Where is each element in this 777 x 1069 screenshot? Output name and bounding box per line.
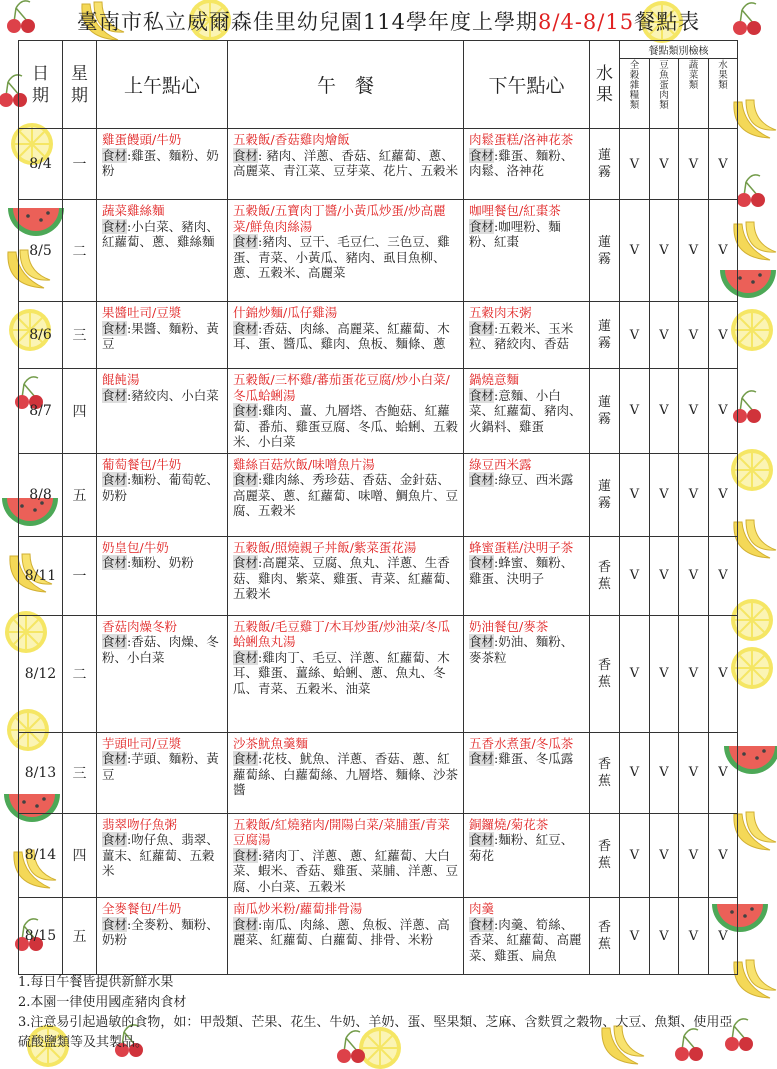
date-value: 8/11 xyxy=(24,567,57,584)
lunch-ingredients: :高麗菜、豆腐、魚丸、洋蔥、生香菇、雞肉、紫菜、雞蛋、青菜、紅蘿蔔、五穀米 xyxy=(233,555,459,601)
check-cell xyxy=(709,129,738,200)
afternoon-ingredients: :奶油、麵粉、麥茶粒 xyxy=(469,634,574,665)
lunch-cell xyxy=(228,813,464,898)
day-cell xyxy=(63,129,97,200)
fruit-cell xyxy=(590,453,620,536)
ingredient-label: 食材 xyxy=(233,649,259,665)
morning-cell xyxy=(97,732,228,813)
afternoon-ingredients: :五穀米、玉米粒、豬絞肉、香菇 xyxy=(469,320,574,351)
afternoon-cell xyxy=(464,732,590,813)
lunch-dish: 五穀飯/香菇雞肉燴飯 xyxy=(233,132,350,147)
fruit-value: 蓮霧 xyxy=(598,478,612,511)
ingredient-label: 食材 xyxy=(233,472,259,487)
check-mark: V xyxy=(659,403,669,419)
check-cell xyxy=(709,200,738,302)
check-mark: V xyxy=(718,403,728,419)
day-value: 一 xyxy=(72,568,87,585)
fruit-value: 香蕉 xyxy=(598,756,612,789)
fruit-cell xyxy=(590,536,620,615)
menu-body xyxy=(19,129,738,975)
date-cell xyxy=(19,129,63,200)
date-cell xyxy=(19,369,63,454)
day-value: 二 xyxy=(72,243,87,260)
afternoon-dish: 肉鬆蛋糕/洛神花茶 xyxy=(469,132,574,147)
check-mark: V xyxy=(629,156,640,172)
date-cell xyxy=(19,302,63,369)
fruit-value: 蓮霧 xyxy=(598,319,612,351)
ingredient-label: 食材 xyxy=(102,320,128,336)
date-cell xyxy=(19,536,63,615)
day-value: 五 xyxy=(72,929,87,945)
check-mark: V xyxy=(659,156,669,172)
check-cell xyxy=(650,732,679,813)
fruit-cell xyxy=(590,302,620,369)
morning-cell xyxy=(97,200,228,302)
ingredient-label: 食材 xyxy=(469,916,495,932)
ingredient-label: 食材 xyxy=(102,147,128,163)
check-cell xyxy=(650,536,679,615)
check-cell xyxy=(679,302,709,369)
check-mark: V xyxy=(629,403,640,419)
lunch-dish: 五穀飯/毛豆雞丁/木耳炒蛋/炒油菜/冬瓜蛤蜊魚丸湯 xyxy=(233,618,450,649)
date-value: 8/12 xyxy=(24,665,57,682)
ingredient-label: 食材 xyxy=(469,555,495,570)
header-lunch: 午 餐 xyxy=(228,41,464,129)
afternoon-ingredients: :雞蛋、麵粉、肉鬆、洛神花 xyxy=(469,147,574,178)
check-mark: V xyxy=(718,847,728,863)
ingredient-label: 食材 xyxy=(469,751,495,766)
check-cell xyxy=(709,536,738,615)
menu-row xyxy=(19,813,738,898)
fruit-value: 蓮霧 xyxy=(598,148,612,180)
morning-cell xyxy=(97,898,228,975)
date-value: 8/14 xyxy=(24,847,57,864)
afternoon-cell xyxy=(464,813,590,898)
check-mark: V xyxy=(659,765,669,780)
lunch-ingredients: :南瓜、肉絲、蔥、魚板、洋蔥、高麗菜、紅蘿蔔、白蘿蔔、排骨、米粉 xyxy=(233,916,450,947)
check-cell xyxy=(620,369,650,454)
menu-row xyxy=(19,129,738,200)
check-cell xyxy=(679,536,709,615)
check-cell xyxy=(650,813,679,898)
ingredient-label: 食材 xyxy=(102,916,128,932)
check-cell xyxy=(650,200,679,302)
header-check-protein: 豆魚蛋肉類 xyxy=(650,59,679,129)
fruit-cell xyxy=(590,615,620,732)
note-item: 1.每日午餐皆提供新鮮水果 xyxy=(18,975,174,990)
fruit-cell xyxy=(590,898,620,975)
check-mark: V xyxy=(718,568,728,583)
check-cell xyxy=(709,302,738,369)
check-cell xyxy=(650,615,679,732)
check-mark: V xyxy=(688,928,699,944)
ingredient-label: 食材 xyxy=(233,555,259,570)
fruit-cell xyxy=(590,369,620,454)
morning-ingredients: :果醬、麵粉、黃豆 xyxy=(102,320,219,351)
check-cell xyxy=(679,615,709,732)
fruit-value: 蓮霧 xyxy=(598,394,612,427)
afternoon-dish: 五穀肉末粥 xyxy=(469,305,532,320)
lunch-cell xyxy=(228,302,464,369)
afternoon-cell xyxy=(464,898,590,975)
day-value: 四 xyxy=(72,848,87,865)
ingredient-label: 食材 xyxy=(102,218,128,234)
check-mark: V xyxy=(659,487,669,502)
check-cell xyxy=(620,129,650,200)
day-value: 三 xyxy=(72,765,87,782)
menu-row xyxy=(19,732,738,813)
afternoon-dish: 鍋燒意麵 xyxy=(469,372,520,387)
date-value: 8/7 xyxy=(29,402,52,419)
check-cell xyxy=(620,536,650,615)
check-cell xyxy=(650,453,679,536)
check-mark: V xyxy=(718,928,728,944)
morning-dish: 全麥餐包/牛奶 xyxy=(102,901,182,916)
date-value: 8/4 xyxy=(29,156,52,172)
date-value: 8/13 xyxy=(24,764,57,781)
fruit-value: 香蕉 xyxy=(598,559,612,592)
morning-cell xyxy=(97,129,228,200)
day-cell xyxy=(63,302,97,369)
menu-row xyxy=(19,302,738,369)
check-cell xyxy=(650,129,679,200)
menu-row xyxy=(19,536,738,615)
check-cell xyxy=(679,129,709,200)
check-mark: V xyxy=(688,487,699,502)
lunch-dish: 五穀飯/五寶肉丁醬/小黃瓜炒蛋/炒高麗菜/鮮魚肉絲湯 xyxy=(233,203,446,234)
check-mark: V xyxy=(688,403,699,419)
afternoon-cell xyxy=(464,302,590,369)
menu-row xyxy=(19,898,738,975)
afternoon-dish: 五香水煮蛋/冬瓜茶 xyxy=(469,735,574,751)
morning-ingredients: :吻仔魚、翡翠、薑末、紅蘿蔔、五穀米 xyxy=(102,832,219,878)
afternoon-ingredients: :肉羹、筍絲、香菜、紅蘿蔔、高麗菜、雞蛋、扁魚 xyxy=(469,916,582,963)
check-mark: V xyxy=(688,765,699,780)
ingredient-label: 食材 xyxy=(233,403,259,418)
lunch-cell xyxy=(228,732,464,813)
lunch-ingredients: :香菇、肉絲、高麗菜、紅蘿蔔、木耳、蛋、醬瓜、雞肉、魚板、麵條、蔥 xyxy=(233,320,450,351)
lunch-cell xyxy=(228,129,464,200)
morning-ingredients: :豬絞肉、小白菜 xyxy=(127,387,219,403)
morning-cell xyxy=(97,536,228,615)
morning-dish: 香菇肉燥冬粉 xyxy=(102,618,178,634)
check-mark: V xyxy=(688,666,699,681)
notes xyxy=(18,973,743,1053)
day-value: 四 xyxy=(72,403,87,420)
lunch-cell xyxy=(228,453,464,536)
page-title xyxy=(0,6,777,36)
afternoon-cell xyxy=(464,453,590,536)
check-mark: V xyxy=(659,327,669,343)
day-value: 二 xyxy=(72,666,87,683)
check-mark: V xyxy=(718,243,728,258)
check-mark: V xyxy=(718,487,728,502)
ingredient-label: 食材 xyxy=(233,847,259,863)
check-cell xyxy=(620,453,650,536)
check-mark: V xyxy=(688,568,699,583)
day-cell xyxy=(63,732,97,813)
check-cell xyxy=(650,898,679,975)
ingredient-label: 食材 xyxy=(102,634,128,649)
lunch-dish: 五穀飯/紅燒豬肉/開陽白菜/菜脯蛋/青菜豆腐湯 xyxy=(233,816,450,847)
check-mark: V xyxy=(659,847,669,863)
date-cell xyxy=(19,453,63,536)
morning-cell xyxy=(97,615,228,732)
morning-cell xyxy=(97,302,228,369)
ingredient-label: 食材 xyxy=(469,472,495,487)
fruit-value: 香蕉 xyxy=(598,920,612,952)
menu-row xyxy=(19,200,738,302)
afternoon-cell xyxy=(464,129,590,200)
date-cell xyxy=(19,732,63,813)
check-mark: V xyxy=(629,847,640,863)
fruit-cell xyxy=(590,813,620,898)
check-cell xyxy=(620,732,650,813)
header-check-veg: 蔬菜類 xyxy=(679,59,709,129)
morning-ingredients: :雞蛋、麵粉、奶粉 xyxy=(102,147,219,178)
lunch-ingredients: :雞肉丁、毛豆、洋蔥、紅蘿蔔、木耳、雞蛋、薑絲、蛤蜊、蔥、魚丸、冬瓜、青菜、五穀米、油菜 xyxy=(233,649,450,696)
date-cell xyxy=(19,615,63,732)
ingredient-label: 食材 xyxy=(469,320,495,336)
ingredient-label: 食材 xyxy=(469,147,495,163)
afternoon-ingredients: :雞蛋、冬瓜露 xyxy=(494,751,574,766)
header-check-title: 餐點類別檢核 xyxy=(620,41,738,59)
afternoon-ingredients: :綠豆、西米露 xyxy=(494,472,574,487)
check-cell xyxy=(709,615,738,732)
check-mark: V xyxy=(659,568,669,583)
check-mark: V xyxy=(629,243,640,258)
header-date: 日期 xyxy=(19,41,63,129)
day-cell xyxy=(63,615,97,732)
title-date-range: 8/4-8/15 xyxy=(538,10,635,34)
note-item: 2.本園一律使用國產豬肉食材 xyxy=(18,995,187,1010)
ingredient-label: 食材 xyxy=(233,916,259,932)
afternoon-ingredients: :麵粉、紅豆、菊花 xyxy=(469,832,574,863)
morning-ingredients: :芋頭、麵粉、黃豆 xyxy=(102,751,219,782)
afternoon-dish: 綠豆西米露 xyxy=(469,456,532,472)
ingredient-label: 食材 xyxy=(469,387,495,403)
afternoon-cell xyxy=(464,200,590,302)
check-cell xyxy=(620,615,650,732)
afternoon-dish: 奶油餐包/麥茶 xyxy=(469,618,549,634)
check-mark: V xyxy=(659,928,669,944)
check-cell xyxy=(709,453,738,536)
check-cell xyxy=(679,369,709,454)
date-value: 8/5 xyxy=(29,242,52,259)
morning-dish: 雞蛋饅頭/牛奶 xyxy=(102,132,182,147)
check-cell xyxy=(650,369,679,454)
fruit-cell xyxy=(590,200,620,302)
fruit-cell xyxy=(590,732,620,813)
header-day: 星期 xyxy=(63,41,97,129)
lunch-ingredients: :豬肉、豆干、毛豆仁、三色豆、雞蛋、青菜、小黃瓜、豬肉、虱目魚柳、蔥、五穀米、高麗菜 xyxy=(233,234,450,280)
title-suffix: 餐點表 xyxy=(634,10,701,34)
lunch-ingredients: :花枝、魷魚、洋蔥、香菇、蔥、紅蘿蔔絲、白蘿蔔絲、九層塔、麵條、沙茶醬 xyxy=(233,751,459,797)
morning-dish: 芋頭吐司/豆漿 xyxy=(102,735,182,751)
header-afternoon: 下午點心 xyxy=(464,41,590,129)
morning-ingredients: :香菇、肉燥、冬粉、小白菜 xyxy=(102,634,219,665)
header-check-grain: 全穀雜糧類 xyxy=(620,59,650,129)
ingredient-label: 食材 xyxy=(102,387,128,403)
date-value: 8/15 xyxy=(24,928,57,944)
check-mark: V xyxy=(688,243,699,258)
day-cell xyxy=(63,536,97,615)
check-mark: V xyxy=(718,327,728,343)
morning-dish: 蔬菜雞絲麵 xyxy=(102,203,165,218)
lunch-dish: 雞絲百菇炊飯/味噌魚片湯 xyxy=(233,456,375,472)
lunch-dish: 什錦炒麵/瓜仔雞湯 xyxy=(233,305,338,320)
header-morning: 上午點心 xyxy=(97,41,228,129)
afternoon-ingredients: :蜂蜜、麵粉、雞蛋、決明子 xyxy=(469,555,574,586)
afternoon-dish: 咖哩餐包/紅棗茶 xyxy=(469,203,561,218)
lunch-ingredients: :雞肉、薑、九層塔、杏鮑菇、紅蘿蔔、番茄、雞蛋豆腐、冬瓜、蛤蜊、五穀米、小白菜 xyxy=(233,403,459,449)
day-value: 一 xyxy=(72,157,87,173)
lunch-cell xyxy=(228,615,464,732)
check-mark: V xyxy=(629,666,640,681)
check-mark: V xyxy=(718,666,728,681)
ingredient-label: 食材 xyxy=(102,832,128,847)
ingredient-label: 食材 xyxy=(233,147,259,163)
check-cell xyxy=(679,898,709,975)
afternoon-dish: 蜂蜜蛋糕/決明子茶 xyxy=(469,539,574,555)
menu-row xyxy=(19,615,738,732)
note-item: 3.注意易引起過敏的食物，如：甲殼類、芒果、花生、牛奶、羊奶、蛋、堅果類、芝麻、含麩質之穀物、大豆、魚類、使用亞硫酸鹽類等及其製品。 xyxy=(18,1015,733,1050)
check-cell xyxy=(650,302,679,369)
check-cell xyxy=(709,813,738,898)
date-value: 8/8 xyxy=(29,486,52,503)
morning-cell xyxy=(97,369,228,454)
day-cell xyxy=(63,369,97,454)
day-cell xyxy=(63,898,97,975)
check-cell xyxy=(620,813,650,898)
date-cell xyxy=(19,813,63,898)
lunch-cell xyxy=(228,200,464,302)
check-cell xyxy=(679,453,709,536)
lunch-ingredients: : 豬肉、洋蔥、香菇、紅蘿蔔、蔥、高麗菜、青江菜、豆芽菜、花片、五穀米 xyxy=(233,147,459,178)
day-value: 三 xyxy=(72,328,87,344)
header-check-fruit: 水果類 xyxy=(709,59,738,129)
lunch-dish: 沙茶魷魚羹麵 xyxy=(233,735,309,751)
morning-ingredients: :麵粉、奶粉 xyxy=(127,555,194,570)
menu-row xyxy=(19,369,738,454)
ingredient-label: 食材 xyxy=(102,751,128,766)
morning-dish: 奶皇包/牛奶 xyxy=(102,539,169,555)
afternoon-ingredients: :意麵、小白菜、紅蘿蔔、豬肉、火鍋料、雞蛋 xyxy=(469,387,582,434)
day-cell xyxy=(63,200,97,302)
date-cell xyxy=(19,200,63,302)
lunch-cell xyxy=(228,898,464,975)
check-cell xyxy=(679,813,709,898)
check-mark: V xyxy=(688,327,699,343)
ingredient-label: 食材 xyxy=(469,832,495,847)
morning-dish: 翡翠吻仔魚粥 xyxy=(102,816,178,832)
morning-cell xyxy=(97,453,228,536)
afternoon-cell xyxy=(464,369,590,454)
check-cell xyxy=(709,898,738,975)
ingredient-label: 食材 xyxy=(102,555,128,570)
lunch-cell xyxy=(228,536,464,615)
check-mark: V xyxy=(629,928,640,944)
menu-table xyxy=(18,40,738,975)
lunch-dish: 五穀飯/照燒親子丼飯/紫菜蛋花湯 xyxy=(233,539,417,555)
header-fruit: 水果 xyxy=(590,41,620,129)
check-mark: V xyxy=(629,327,640,343)
check-mark: V xyxy=(659,243,669,258)
morning-cell xyxy=(97,813,228,898)
afternoon-dish: 銅鑼燒/菊花茶 xyxy=(469,816,549,832)
check-mark: V xyxy=(629,487,640,502)
fruit-value: 蓮霧 xyxy=(598,234,612,267)
check-mark: V xyxy=(659,666,669,681)
lunch-ingredients: :雞肉絲、秀珍菇、香菇、金針菇、高麗菜、蔥、紅蘿蔔、味噌、鯛魚片、豆腐、五穀米 xyxy=(233,472,459,518)
ingredient-label: 食材 xyxy=(233,320,259,336)
afternoon-ingredients: :咖哩粉、麵粉、紅棗 xyxy=(469,218,561,249)
check-mark: V xyxy=(629,765,640,780)
check-mark: V xyxy=(718,765,728,780)
check-cell xyxy=(709,369,738,454)
check-cell xyxy=(709,732,738,813)
ingredient-label: 食材 xyxy=(102,472,128,487)
afternoon-cell xyxy=(464,615,590,732)
day-cell xyxy=(63,453,97,536)
check-cell xyxy=(679,732,709,813)
check-cell xyxy=(620,302,650,369)
date-cell xyxy=(19,898,63,975)
fruit-cell xyxy=(590,129,620,200)
check-mark: V xyxy=(629,568,640,583)
ingredient-label: 食材 xyxy=(233,234,259,249)
check-cell xyxy=(679,200,709,302)
morning-dish: 果醬吐司/豆漿 xyxy=(102,305,182,320)
morning-ingredients: :全麥粉、麵粉、奶粉 xyxy=(102,916,219,947)
lunch-cell xyxy=(228,369,464,454)
ingredient-label: 食材 xyxy=(233,751,259,766)
ingredient-label: 食材 xyxy=(469,634,495,649)
morning-dish: 餛飩湯 xyxy=(102,372,140,387)
morning-ingredients: :小白菜、豬肉、紅蘿蔔、蔥、雞絲麵 xyxy=(102,218,219,249)
check-mark: V xyxy=(718,156,728,172)
title-prefix: 臺南市私立威爾森佳里幼兒園114學年度上學期 xyxy=(76,10,539,34)
lunch-ingredients: :豬肉丁、洋蔥、蔥、紅蘿蔔、大白菜、蝦米、香菇、雞蛋、菜脯、洋蔥、豆腐、小白菜、五穀米 xyxy=(233,847,459,894)
check-cell xyxy=(620,898,650,975)
menu-row xyxy=(19,453,738,536)
afternoon-cell xyxy=(464,536,590,615)
day-cell xyxy=(63,813,97,898)
morning-ingredients: :麵粉、葡萄乾、奶粉 xyxy=(102,472,219,503)
date-value: 8/6 xyxy=(29,327,52,343)
afternoon-dish: 肉羹 xyxy=(469,901,495,916)
check-mark: V xyxy=(688,847,699,863)
lunch-dish: 五穀飯/三杯雞/蕃茄蛋花豆腐/炒小白菜/冬瓜蛤蜊湯 xyxy=(233,372,450,403)
day-value: 五 xyxy=(72,487,87,504)
lunch-dish: 南瓜炒米粉/蘿蔔排骨湯 xyxy=(233,901,363,916)
morning-dish: 葡萄餐包/牛奶 xyxy=(102,456,182,472)
fruit-value: 香蕉 xyxy=(598,839,612,872)
fruit-value: 香蕉 xyxy=(598,657,612,690)
check-cell xyxy=(620,200,650,302)
ingredient-label: 食材 xyxy=(469,218,495,234)
check-mark: V xyxy=(688,156,699,172)
